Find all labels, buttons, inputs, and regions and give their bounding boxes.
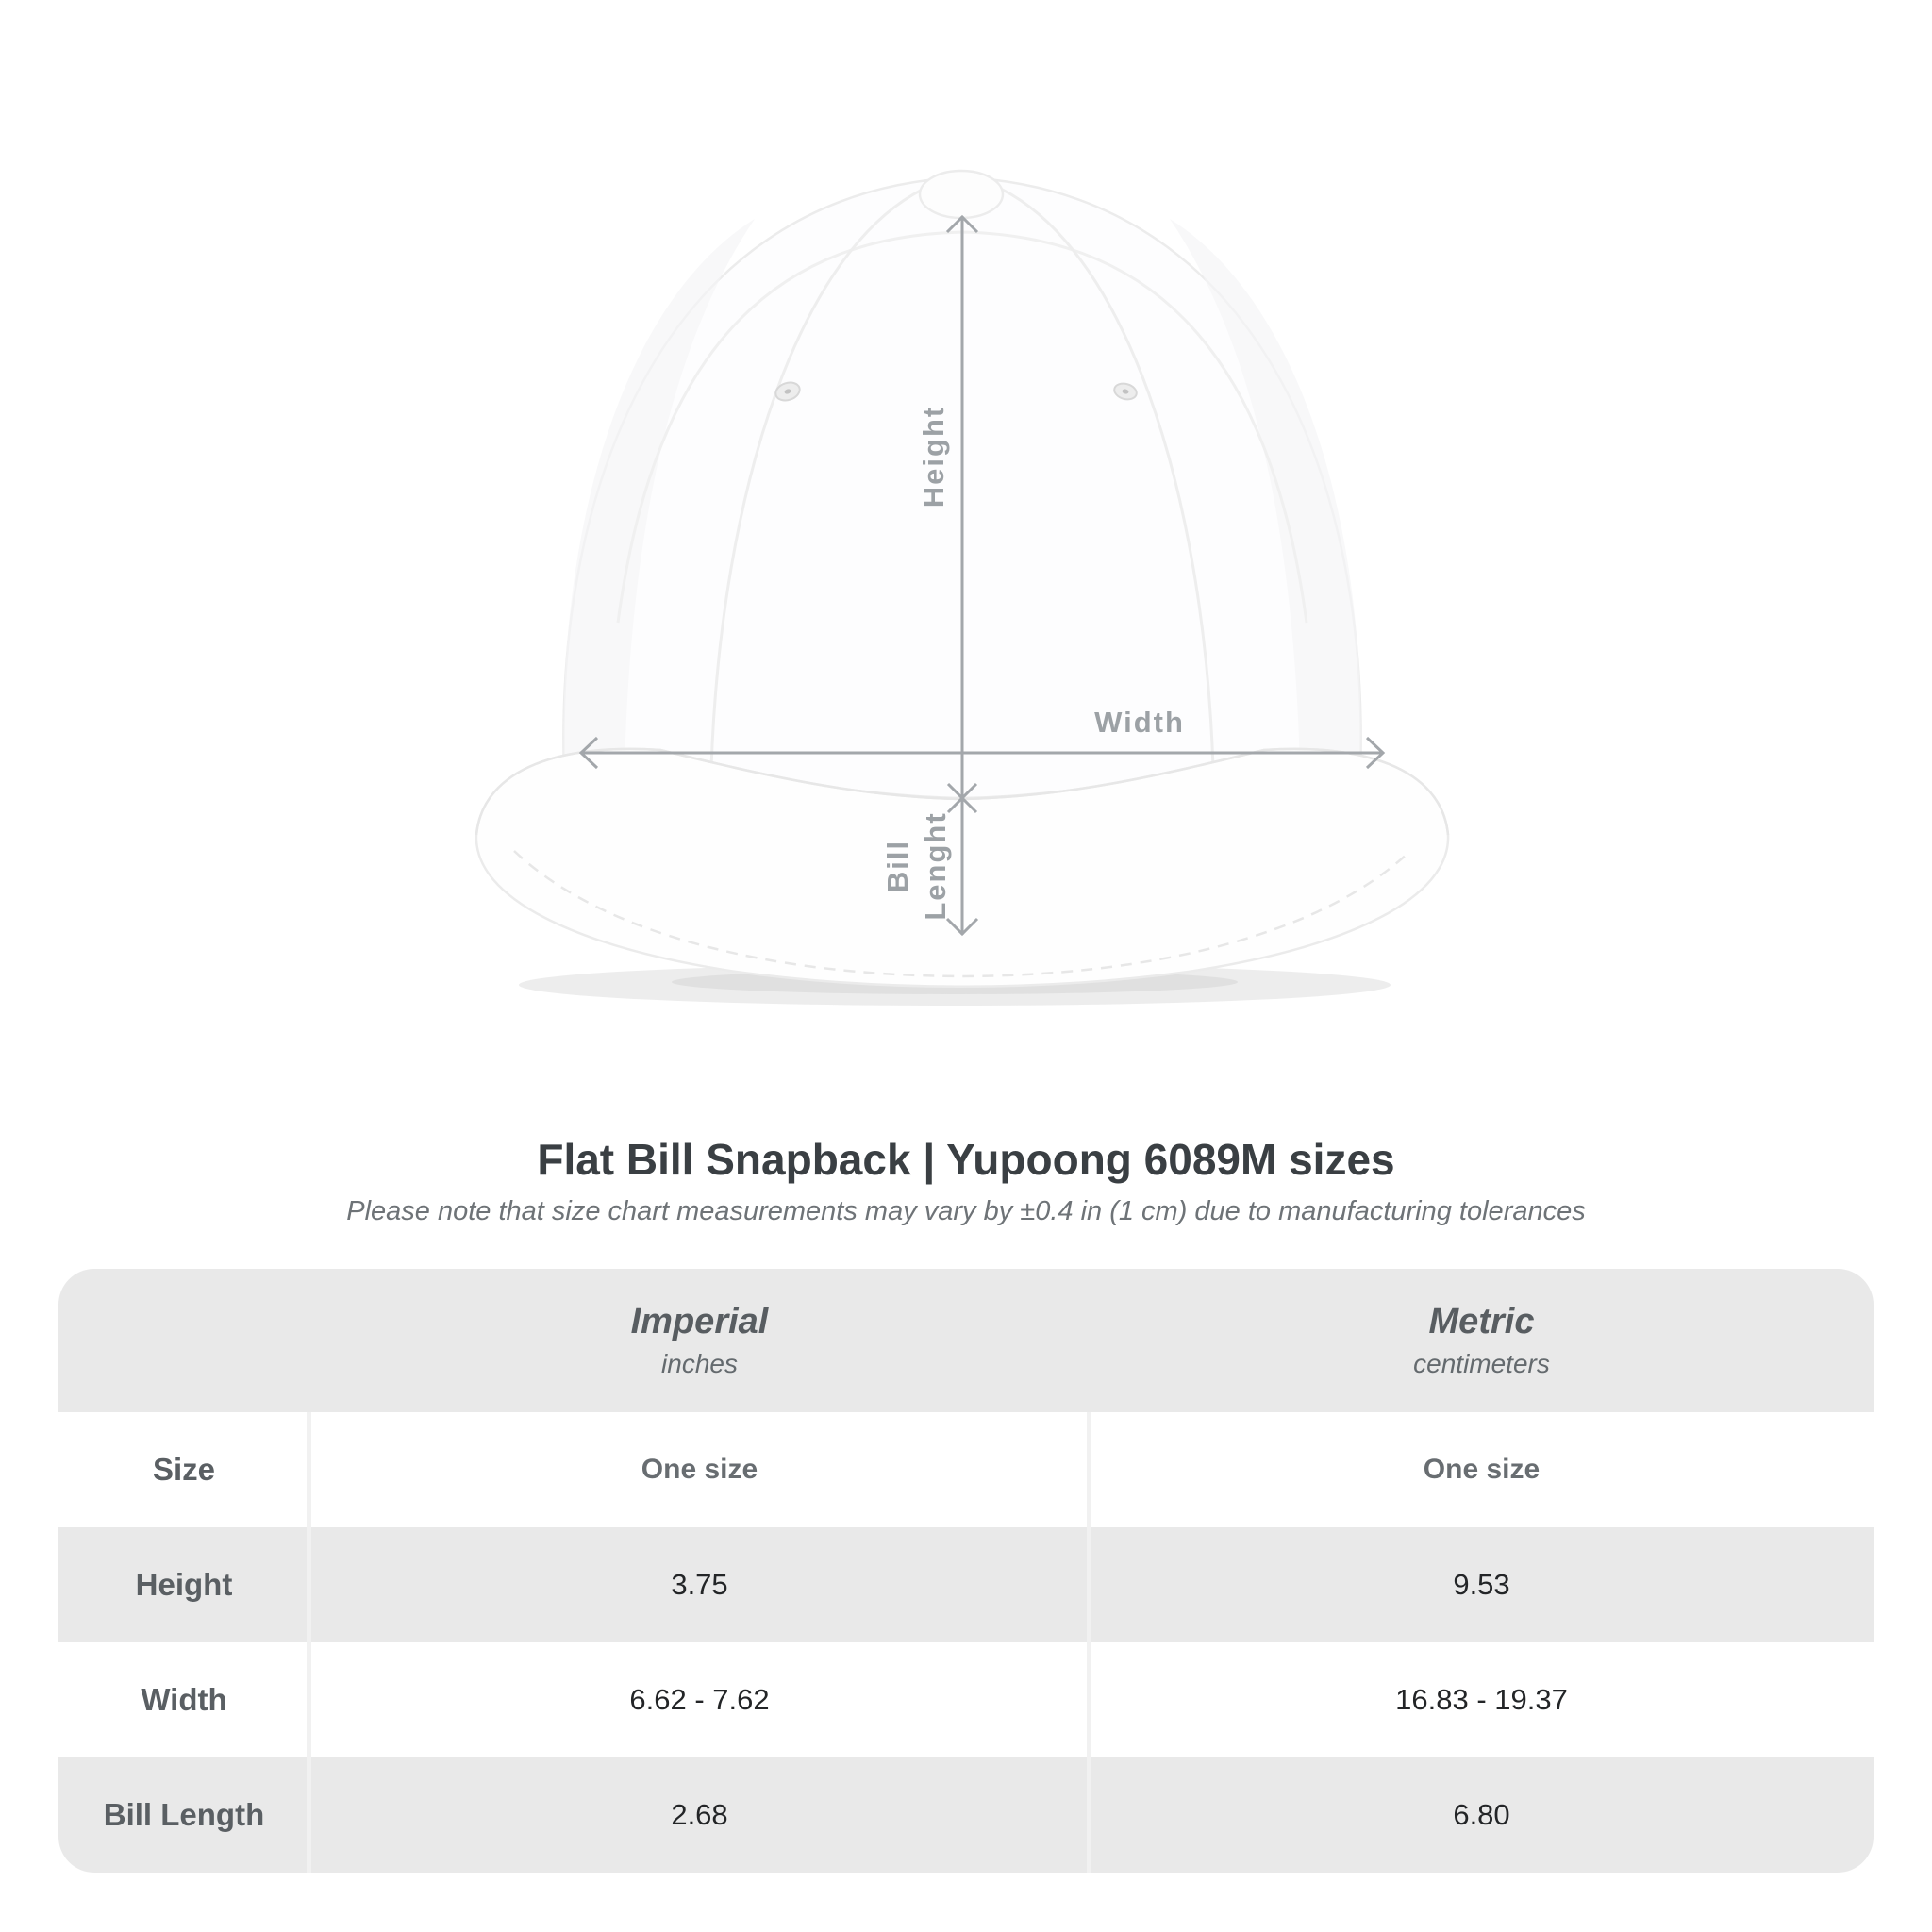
unit-header-metric	[1090, 1269, 1874, 1412]
row-label-cell: Bill Length	[103, 1797, 265, 1832]
column-divider	[307, 1412, 311, 1873]
row-label-cell: Width	[141, 1682, 227, 1717]
table-row-bill-length	[58, 1757, 1874, 1873]
tolerance-note: Please note that size chart measurements may vary by ±0.4 in (1 cm) due to manufacturing tolerances	[346, 1196, 1586, 1226]
unit-sublabel: centimeters	[1413, 1349, 1550, 1378]
unit-name: Imperial	[630, 1302, 769, 1341]
imperial-value-cell: 3.75	[671, 1568, 728, 1601]
row-label-cell: Height	[135, 1567, 233, 1602]
table-row-height	[58, 1527, 1874, 1642]
row-label-cell: Size	[152, 1452, 216, 1487]
bill-length-label-line1: Bill	[881, 839, 914, 893]
metric-value-cell: One size	[1423, 1454, 1541, 1485]
table-row-size	[58, 1412, 1874, 1527]
hat-button	[920, 171, 1003, 218]
table-body	[58, 1412, 1874, 1873]
width-label: Width	[1094, 706, 1185, 739]
title-block	[0, 1134, 1932, 1227]
table-header	[58, 1269, 1874, 1412]
unit-header-imperial	[309, 1269, 1090, 1412]
height-label: Height	[917, 405, 950, 508]
column-divider	[1087, 1412, 1091, 1873]
unit-name: Metric	[1428, 1302, 1535, 1341]
unit-sublabel: inches	[661, 1349, 738, 1378]
imperial-value-cell: One size	[641, 1454, 758, 1485]
size-table	[58, 1269, 1874, 1873]
page-title: Flat Bill Snapback | Yupoong 6089M sizes	[537, 1135, 1395, 1184]
metric-value-cell: 6.80	[1453, 1798, 1510, 1831]
imperial-value-cell: 6.62 - 7.62	[629, 1683, 770, 1716]
imperial-value-cell: 2.68	[671, 1798, 728, 1831]
table-row-width	[58, 1642, 1874, 1757]
bill-length-label-line2: Lenght	[919, 811, 952, 921]
metric-value-cell: 9.53	[1453, 1568, 1510, 1601]
corner-cell	[58, 1269, 309, 1412]
metric-value-cell: 16.83 - 19.37	[1395, 1683, 1568, 1716]
